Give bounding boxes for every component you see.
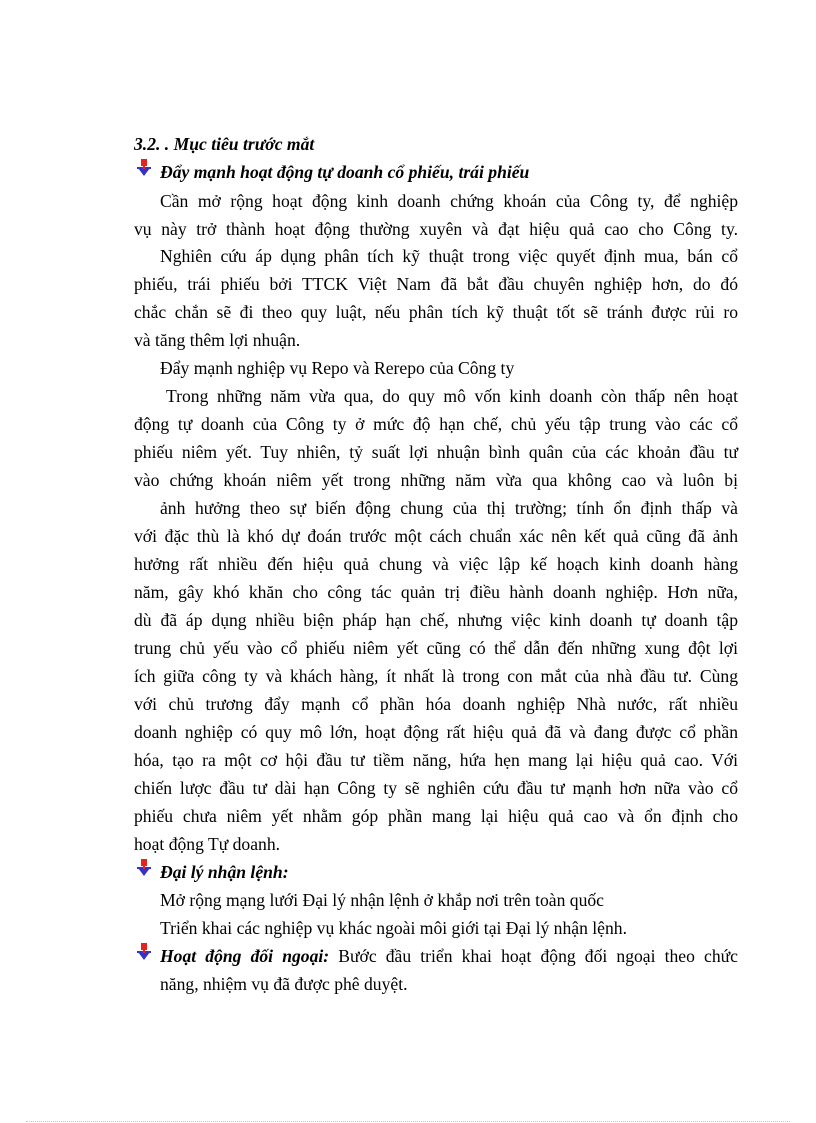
bullet-heading-self-trading: Đẩy mạnh hoạt động tự doanh cổ phiếu, trái phiếu <box>160 162 530 182</box>
para2-line2: phiếu, trái phiếu bởi TTCK Việt Nam đã bắt đầu chuyên nghiệp hơn, do đó <box>134 274 738 294</box>
para5-line12: phiếu chưa niêm yết nhằm góp phần mang lại hiệu quả cao và ổn định cho <box>134 806 738 826</box>
para1-line1: Cần mở rộng hoạt động kinh doanh chứng khoán của Công ty, để nghiệp <box>160 191 738 211</box>
para5-line4: năm, gây khó khăn cho công tác quản trị điều hành doanh nghiệp. Hơn nữa, <box>134 582 738 602</box>
down-arrow-bullet-icon <box>135 159 153 177</box>
down-arrow-bullet-icon <box>135 943 153 961</box>
bullet3-line2: năng, nhiệm vụ đã được phê duyệt. <box>160 974 408 994</box>
para5-line1: ảnh hưởng theo sự biến động chung của thị trường; tính ổn định thấp và <box>160 498 738 518</box>
para5-line7: ích giữa công ty và khách hàng, ít nhất là trong con mắt của nhà đầu tư. Cùng <box>134 666 738 686</box>
para4-line3: phiếu niêm yết. Tuy nhiên, tỷ suất lợi nhuận bình quân của các khoản đầu tư <box>134 442 738 462</box>
para5-line9: doanh nghiệp có quy mô lớn, hoạt động rất hiệu quả đã và đang được cổ phần <box>134 722 738 742</box>
bullet2-line2: Triển khai các nghiệp vụ khác ngoài môi giới tại Đại lý nhận lệnh. <box>160 918 627 938</box>
section-title: 3.2. . Mục tiêu trước mắt <box>134 134 315 154</box>
footer-rule <box>26 1121 790 1122</box>
para5-line13: hoạt động Tự doanh. <box>134 834 281 854</box>
bullet-heading-external-affairs: Hoạt động đối ngoại <box>160 946 324 966</box>
para5-line11: chiến lược đầu tư dài hạn Công ty sẽ nghiên cứu đầu tư mạnh hơn nữa vào cổ <box>134 778 738 798</box>
para5-line2: với đặc thù là khó dự đoán trước một cách chuẩn xác nên kết quả cũng đã ảnh <box>134 526 738 546</box>
para5-line8: với chủ trương đẩy mạnh cổ phần hóa doanh nghiệp Nhà nước, rất nhiều <box>134 694 738 714</box>
bullet3-line1 <box>160 946 738 966</box>
bullet3-colon: : <box>323 946 330 966</box>
para2-line4: và tăng thêm lợi nhuận. <box>134 330 301 350</box>
para4-line2: động tự doanh của Công ty ở mức độ hạn chế, chủ yếu tập trung vào các cổ <box>134 414 738 434</box>
bullet3-text: Bước đầu triển khai hoạt động đối ngoại theo chức <box>329 946 738 966</box>
para3-line1: Đẩy mạnh nghiệp vụ Repo và Rerepo của Công ty <box>160 358 515 378</box>
para5-line5: dù đã áp dụng nhiều biện pháp hạn chế, nhưng việc kinh doanh tự doanh tập <box>134 610 738 630</box>
para4-line4: vào chứng khoán niêm yết trong những năm vừa qua không cao và luôn bị <box>134 470 738 490</box>
para5-line10: hóa, tạo ra một cơ hội đầu tư tiềm năng, hứa hẹn mang lại hiệu quả cao. Với <box>134 750 738 770</box>
para2-line1: Nghiên cứu áp dụng phân tích kỹ thuật trong việc quyết định mua, bán cổ <box>160 246 738 266</box>
para1-line2: vụ này trở thành hoạt động thường xuyên và đạt hiệu quả cao cho Công ty. <box>134 219 738 239</box>
down-arrow-bullet-icon <box>135 859 153 877</box>
para5-line6: trung chủ yếu vào cổ phiếu niêm yết cũng có thể dẫn đến những xung đột lợi <box>134 638 738 658</box>
bullet2-line1: Mở rộng mạng lưới Đại lý nhận lệnh ở khắp nơi trên toàn quốc <box>160 890 604 910</box>
para5-line3: hưởng rất nhiều đến hiệu quả chung và việc lập kế hoạch kinh doanh hàng <box>134 554 738 574</box>
para4-line1: Trong những năm vừa qua, do quy mô vốn kinh doanh còn thấp nên hoạt <box>166 386 738 406</box>
para2-line3: chắc chắn sẽ đi theo quy luật, nếu phân tích kỹ thuật tốt sẽ tránh được rủi ro <box>134 302 738 322</box>
bullet-heading-agents: Đại lý nhận lệnh: <box>160 862 289 882</box>
